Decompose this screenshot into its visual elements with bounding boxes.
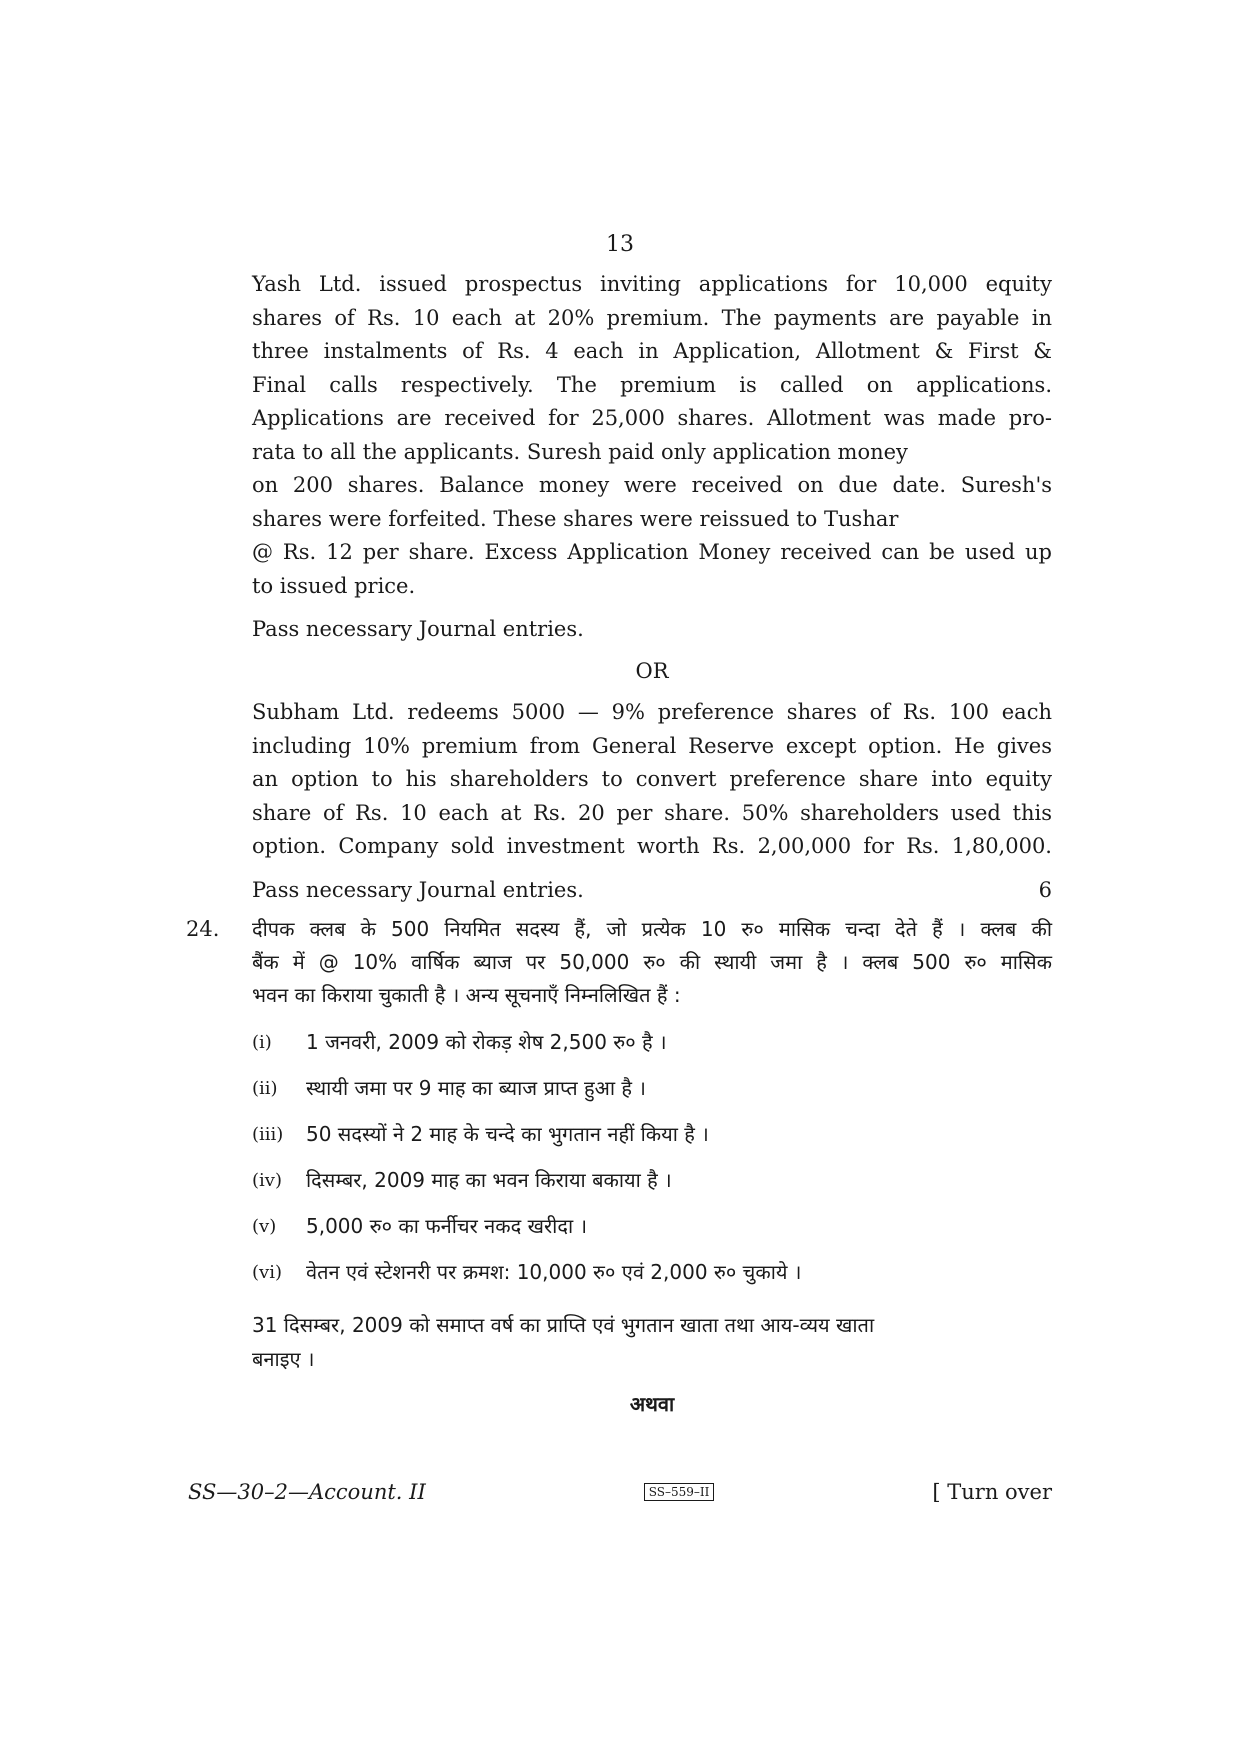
q23-instruction: Pass necessary Journal entries. — [252, 617, 584, 641]
q23-alt-line: Subham Ltd. redeems 5000 — 9% preference shares of Rs. 100 each — [252, 700, 1052, 724]
q24-line: बैंक में @ 10% वार्षिक ब्याज पर 50,000 रु० की स्थायी जमा है । क्लब 500 रु० मासिक — [252, 950, 1052, 974]
item-text: 1 जनवरी, 2009 को रोकड़ शेष 2,500 रु० है । — [306, 1030, 667, 1055]
q23-line: @ Rs. 12 per share. Excess Application Money received can be used up — [252, 540, 1052, 564]
paper-code: SS—30–2—Account. II — [188, 1480, 426, 1504]
item-label: (v) — [252, 1216, 277, 1238]
q24-line: दीपक क्लब के 500 नियमित सदस्य हैं, जो प्रत्येक 10 रु० मासिक चन्दा देते हैं । क्लब की — [252, 917, 1052, 941]
list-item — [252, 1112, 1052, 1158]
page-number: 13 — [606, 232, 634, 257]
q23-alt-line: including 10% premium from General Reserve except option. He gives — [252, 733, 1052, 758]
turn-over-label: [ Turn over — [932, 1480, 1052, 1504]
question-23-text — [252, 268, 1052, 603]
q23-line: on 200 shares. Balance money were received on due date. Suresh's — [252, 473, 1052, 497]
question-23-alternative — [252, 696, 1052, 864]
q24-instruction-line: बनाइए । — [252, 1347, 315, 1371]
list-item — [252, 1158, 1052, 1204]
list-item — [252, 1020, 1052, 1066]
q23-alt-instruction: Pass necessary Journal entries. — [252, 877, 584, 902]
list-item — [252, 1204, 1052, 1250]
item-text: 5,000 रु० का फर्नीचर नकद खरीदा । — [306, 1214, 588, 1239]
q23-line: rata to all the applicants. Suresh paid only application money — [252, 439, 908, 464]
question-number: 24. — [186, 917, 220, 941]
item-label: (iv) — [252, 1170, 282, 1192]
q23-alt-line: share of Rs. 10 each at Rs. 20 per share. 50% shareholders used this — [252, 800, 1052, 825]
question-24 — [186, 913, 1052, 1012]
q24-instruction — [252, 1308, 1052, 1376]
or-label-hindi: अथवा — [629, 1392, 675, 1416]
q23-alt-line: an option to his shareholders to convert preference share into equity — [252, 767, 1052, 791]
item-label: (ii) — [252, 1078, 278, 1100]
q23-line: three instalments of Rs. 4 each in Application, Allotment & First & — [252, 339, 1052, 363]
page-content — [186, 268, 1052, 1422]
or-label: OR — [635, 658, 669, 683]
list-item — [252, 1066, 1052, 1112]
q24-line: भवन का किराया चुकाती है । अन्य सूचनाएँ निम्नलिखित हैं : — [252, 983, 681, 1007]
q23-line: Final calls respectively. The premium is called on applications. — [252, 372, 1052, 397]
marks: 6 — [1038, 877, 1052, 902]
item-label: (vi) — [252, 1262, 282, 1284]
item-text: स्थायी जमा पर 9 माह का ब्याज प्राप्त हुआ है । — [306, 1076, 646, 1101]
item-text: वेतन एवं स्टेशनरी पर क्रमश: 10,000 रु० एवं 2,000 रु० चुकाये । — [306, 1260, 802, 1285]
q23-line: Yash Ltd. issued prospectus inviting applications for 10,000 equity — [252, 272, 1052, 296]
q24-instruction-line: 31 दिसम्बर, 2009 को समाप्त वर्ष का प्राप्ति एवं भुगतान खाता तथा आय-व्यय खाता — [252, 1313, 875, 1337]
q23-alt-line: option. Company sold investment worth Rs. 2,00,000 for Rs. 1,80,000. — [252, 834, 1052, 858]
q23-line: shares of Rs. 10 each at 20% premium. The payments are payable in — [252, 305, 1052, 330]
q23-line: shares were forfeited. These shares were reissued to Tushar — [252, 506, 899, 531]
item-text: 50 सदस्यों ने 2 माह के चन्दे का भुगतान नहीं किया है । — [306, 1122, 709, 1147]
item-label: (i) — [252, 1032, 272, 1054]
list-item — [252, 1250, 1052, 1296]
series-code-box: SS–559–II — [644, 1483, 715, 1501]
q23-line: Applications are received for 25,000 shares. Allotment was made pro- — [252, 406, 1052, 430]
q23-line: to issued price. — [252, 573, 416, 598]
item-label: (iii) — [252, 1124, 284, 1146]
item-text: दिसम्बर, 2009 माह का भवन किराया बकाया है । — [306, 1168, 672, 1193]
q23-alt-instruction-row — [252, 874, 1052, 908]
page-footer — [188, 1480, 1052, 1504]
q24-items — [252, 1020, 1052, 1296]
